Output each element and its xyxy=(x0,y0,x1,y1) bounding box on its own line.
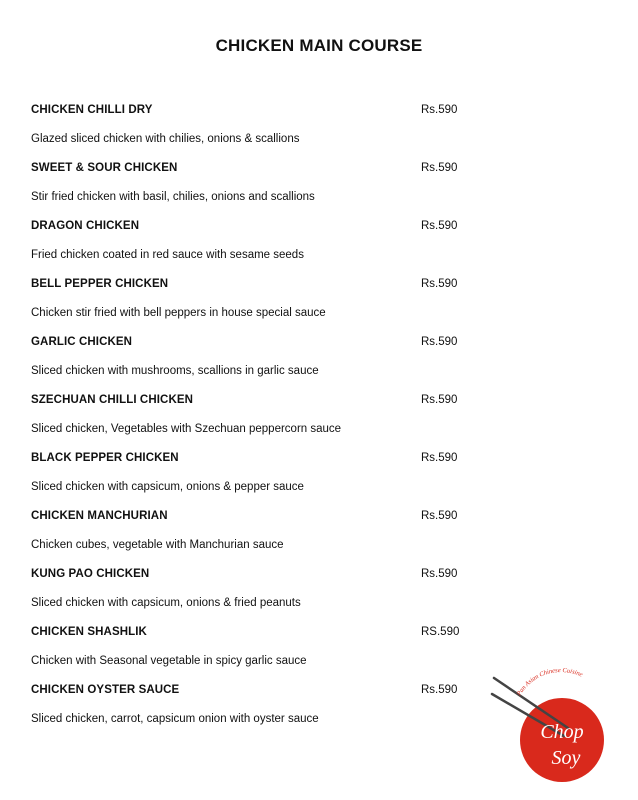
item-price: Rs.590 xyxy=(421,162,458,174)
item-price: Rs.590 xyxy=(421,394,458,406)
item-description: Sliced chicken, Vegetables with Szechuan peppercorn sauce xyxy=(31,423,342,435)
svg-text:Pan Asian Chinese Cuisine xyxy=(515,668,584,698)
item-price: Rs.590 xyxy=(421,336,458,348)
item-name: SWEET & SOUR CHICKEN xyxy=(31,162,178,174)
item-description: Fried chicken coated in red sauce with sesame seeds xyxy=(31,249,304,261)
chopsoy-logo-graphic xyxy=(490,668,614,792)
item-name: CHICKEN MANCHURIAN xyxy=(31,510,168,522)
item-name: BELL PEPPER CHICKEN xyxy=(31,278,169,290)
item-name: CHICKEN CHILLI DRY xyxy=(31,104,153,116)
chopsoy-logo xyxy=(490,668,614,792)
item-price: RS.590 xyxy=(421,626,460,638)
item-description: Sliced chicken with capsicum, onions & pepper sauce xyxy=(31,481,304,493)
item-price: Rs.590 xyxy=(421,510,458,522)
item-name: CHICKEN SHASHLIK xyxy=(31,626,147,638)
menu-item xyxy=(31,446,591,504)
menu-item xyxy=(31,156,591,214)
menu-item xyxy=(31,98,591,156)
item-name: GARLIC CHICKEN xyxy=(31,336,133,348)
item-name: DRAGON CHICKEN xyxy=(31,220,140,232)
item-price: Rs.590 xyxy=(421,568,458,580)
menu-item xyxy=(31,272,591,330)
item-description: Chicken with Seasonal vegetable in spicy garlic sauce xyxy=(31,655,307,667)
item-description: Chicken stir fried with bell peppers in house special sauce xyxy=(31,307,326,319)
item-description: Sliced chicken with capsicum, onions & fried peanuts xyxy=(31,597,301,609)
logo-tagline: Pan Asian Chinese Cuisine xyxy=(515,668,584,698)
menu-item xyxy=(31,330,591,388)
item-price: Rs.590 xyxy=(421,452,458,464)
item-name: KUNG PAO CHICKEN xyxy=(31,568,150,580)
page-title: CHICKEN MAIN COURSE xyxy=(215,36,423,55)
item-price: Rs.590 xyxy=(421,104,458,116)
item-price: Rs.590 xyxy=(421,278,458,290)
item-price: Rs.590 xyxy=(421,220,458,232)
item-price: Rs.590 xyxy=(421,684,458,696)
item-description: Sliced chicken with mushrooms, scallions in garlic sauce xyxy=(31,365,319,377)
item-name: SZECHUAN CHILLI CHICKEN xyxy=(31,394,194,406)
menu-item xyxy=(31,562,591,620)
item-description: Glazed sliced chicken with chilies, onions & scallions xyxy=(31,133,300,145)
item-name: CHICKEN OYSTER SAUCE xyxy=(31,684,180,696)
item-description: Sliced chicken, carrot, capsicum onion with oyster sauce xyxy=(31,713,319,725)
menu-item xyxy=(31,214,591,272)
logo-text-chop: Chop xyxy=(540,721,584,743)
item-description: Stir fried chicken with basil, chilies, onions and scallions xyxy=(31,191,315,203)
menu-item xyxy=(31,504,591,562)
menu-item xyxy=(31,388,591,446)
item-description: Chicken cubes, vegetable with Manchurian sauce xyxy=(31,539,284,551)
item-name: BLACK PEPPER CHICKEN xyxy=(31,452,179,464)
logo-text-soy: Soy xyxy=(551,747,581,769)
menu-list xyxy=(31,98,591,736)
